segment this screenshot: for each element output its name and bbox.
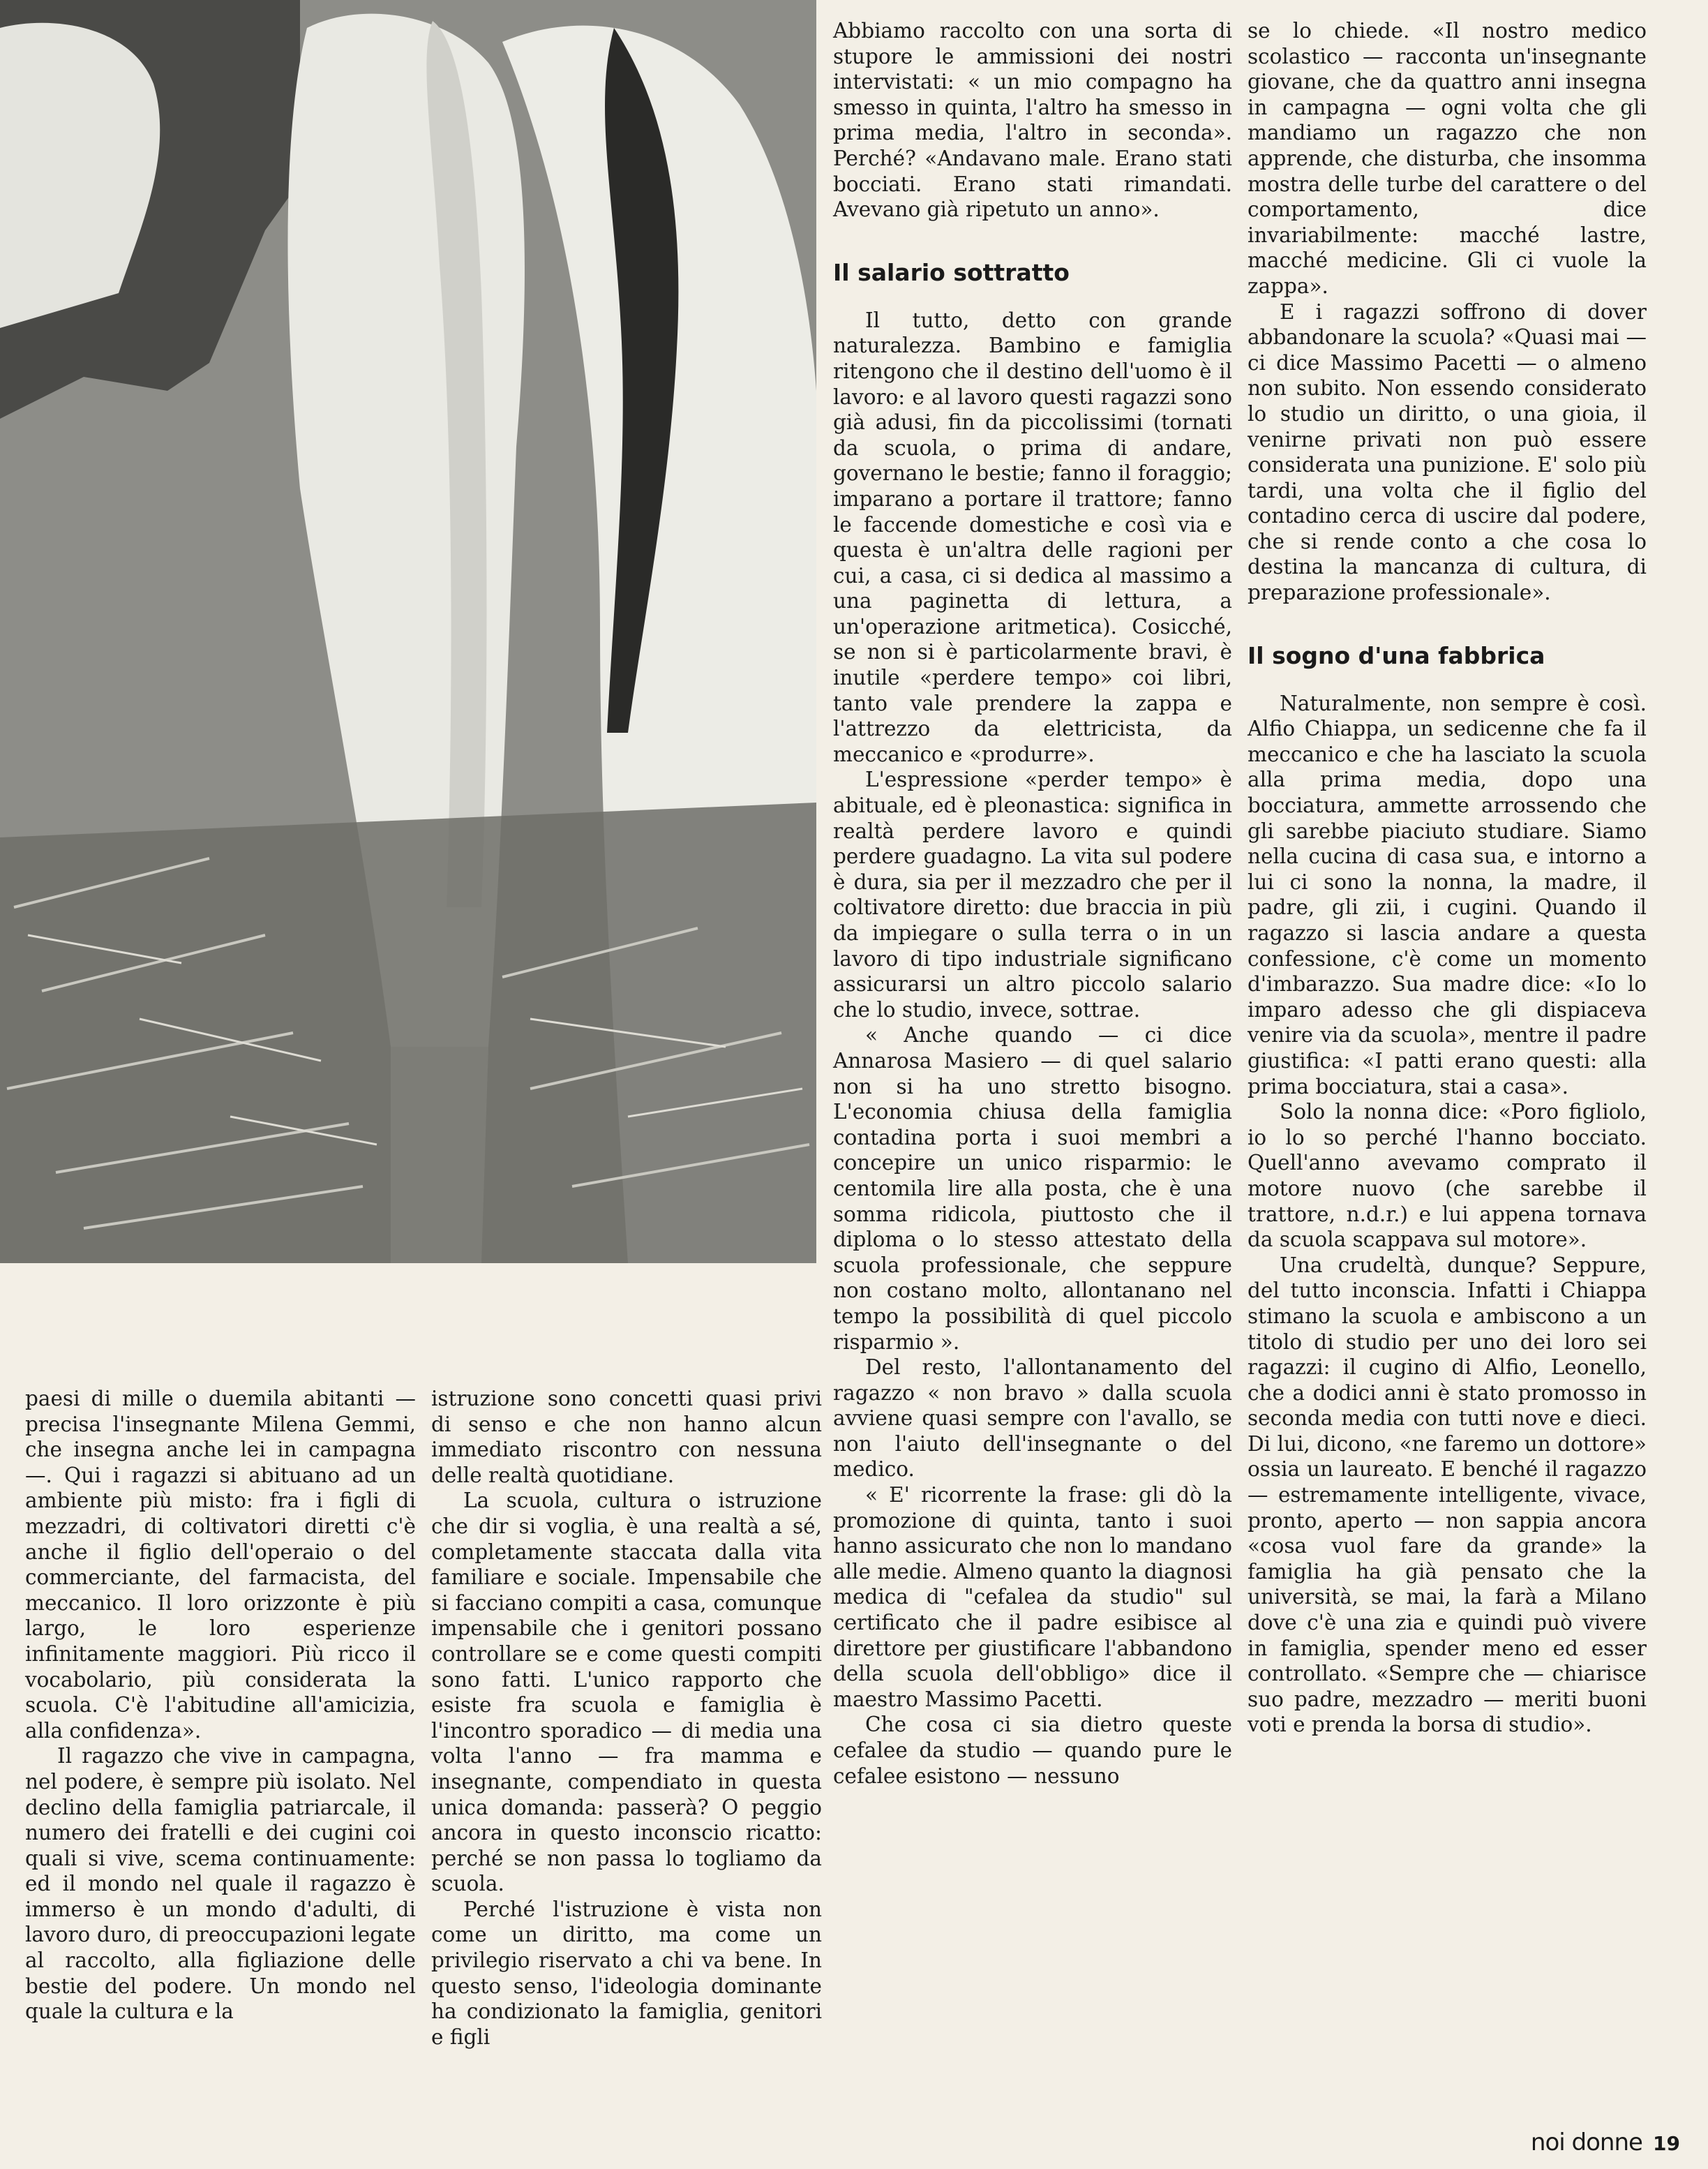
article-column-1	[25, 1386, 416, 2025]
magazine-name: noi donne	[1530, 2129, 1642, 2156]
article-paragraph: E i ragazzi soffrono di dover abbandonare la scuola? «Quasi mai — ci dice Massimo Pacetti — o almeno non subito. Non essendo considerato lo studio un diritto, o una gioia, il venirne privati non può essere considerata una punizione. E' solo più tardi, una volta che il figlio del contadino cerca di uscire dal podere, che si rende conto a che cosa lo destina la mancanza di cultura, di preparazione professionale».	[1248, 299, 1647, 605]
article-paragraph: « Anche quando — ci dice Annarosa Masiero — di quel salario non si ha uno stretto bisogno. L'economia chiusa della famiglia contadina porta i suoi membri a concepire un unico risparmio: le centomila lire alla posta, che è una somma ridicola, piuttosto che il diploma o lo stesso attestato della scuola professionale, che seppure non costano molto, allontanano nel tempo la possibilità di quel piccolo risparmio ».	[833, 1023, 1232, 1354]
article-paragraph: Del resto, l'allontanamento del ragazzo « non bravo » dalla scuola avviene quasi sempre con l'avallo, se non l'aiuto dell'insegnante o del medico.	[833, 1355, 1232, 1482]
article-paragraph: « E' ricorrente la frase: gli dò la promozione di quinta, tanto i suoi hanno assicurato che non lo mandano alle medie. Almeno quanto la diagnosi medica di "cefalea da studio" sul certificato che il padre esibisce al direttore per giustificare l'abbandono della scuola dell'obbligo» dice il maestro Massimo Pacetti.	[833, 1483, 1232, 1711]
article-paragraph: Abbiamo raccolto con una sorta di stupore le ammissioni dei nostri intervistati: « un mio compagno ha smesso in quinta, l'altro ha smesso in prima media, l'altro in seconda». Perché? «Andavano male. Erano stati bocciati. Erano stati rimandati. Avevano già ripetuto un anno».	[833, 19, 1232, 222]
article-paragraph: Una crudeltà, dunque? Seppure, del tutto inconscia. Infatti i Chiappa stimano la scuola e ambiscono a un titolo di studio per uno dei loro sei ragazzi: il cugino di Alfio, Leonello, che a dodici anni è stato promosso in seconda media con tutti nove e dieci. Di lui, dicono, «ne faremo un dottore» ossia un laureato. E benché il ragazzo — estremamente intelligente, vivace, pronto, aperto — non sappia ancora «cosa vuol fare da grande» la famiglia ha già pensato che la università, se mai, la farà a Milano dove c'è una zia e quindi può vivere in famiglia, spender meno ed esser controllato. «Sempre che — chiarisce suo padre, mezzadro — meriti buoni voti e prenda la borsa di studio».	[1248, 1253, 1647, 1737]
cattle-illustration	[0, 0, 816, 1263]
article-paragraph: Il tutto, detto con grande naturalezza. Bambino e famiglia ritengono che il destino dell'uomo è il lavoro: e al lavoro questi ragazzi sono già adusi, fin da piccolissimi (tornati da scuola, o prima di andare, governano le bestie; fanno il foraggio; imparano a portare il trattore; fanno le faccende domestiche e così via e questa è un'altra delle ragioni per cui, a casa, ci si dedica al massimo a una paginetta di lettura, a un'operazione aritmetica). Cosicché, se non si è particolarmente bravi, è inutile «perdere tempo» coi libri, tanto vale prendere la zappa e l'attrezzo da elettricista, da meccanico e «produrre».	[833, 308, 1232, 766]
article-paragraph: La scuola, cultura o istruzione che dir si voglia, è una realtà a sé, completamente staccata dalla vita familiare e sociale. Impensabile che si facciano compiti a casa, comunque impensabile che i genitori possano controllare se e come questi compiti sono fatti. L'unico rapporto che esiste fra scuola e famiglia è l'incontro sporadico — di media una volta l'anno — fra mamma e insegnante, compendiato in questa unica domanda: passerà? O peggio ancora in questo inconscio ricatto: perché se non passa lo togliamo da scuola.	[431, 1489, 822, 1896]
page-footer	[1531, 2129, 1680, 2156]
article-column-2	[431, 1386, 822, 2050]
section-heading-salario: Il salario sottratto	[833, 258, 1070, 286]
article-paragraph: Solo la nonna dice: «Poro figliolo, io lo so perché l'hanno bocciato. Quell'anno avevamo comprato il motore nuovo (che sarebbe il trattore, n.d.r.) e lui appena tornava da scuola scappava sul motore».	[1248, 1100, 1647, 1252]
article-column-3	[833, 18, 1232, 1789]
article-paragraph: se lo chiede. «Il nostro medico scolastico — racconta un'insegnante giovane, che da quattro anni insegna in campagna — ogni volta che gli mandiamo un ragazzo che non apprende, che disturba, che insomma mostra delle turbe del carattere o del comportamento, dice invariabilmente: macché lastre, macché medicine. Gli ci vuole la zappa».	[1248, 19, 1647, 298]
article-paragraph: Il ragazzo che vive in campagna, nel podere, è sempre più isolato. Nel declino della famiglia patriarcale, il numero dei fratelli e dei cugini coi quali si vive, scema continuamente: ed il mondo nel quale il ragazzo è immerso è un mondo d'adulti, di lavoro duro, di preoccupazioni legate al raccolto, alla figliazione delle bestie del podere. Un mondo nel quale la cultura e la	[25, 1744, 416, 2024]
article-paragraph: paesi di mille o duemila abitanti — precisa l'insegnante Milena Gemmi, che insegna anche lei in campagna —. Qui i ragazzi si abituano ad un ambiente più misto: fra i figli di mezzadri, di coltivatori diretti c'è anche il figlio dell'operaio o del commerciante, del farmacista, del meccanico. Il loro orizzonte è più largo, le loro esperienze infinitamente maggiori. Più ricco il vocabolario, più considerata la scuola. C'è l'abitudine all'amicizia, alla confidenza».	[25, 1387, 416, 1743]
article-paragraph: Naturalmente, non sempre è così. Alfio Chiappa, un sedicenne che fa il meccanico e che ha lasciato la scuola alla prima media, dopo una bocciatura, ammette arrossendo che gli sarebbe piaciuto studiare. Siamo nella cucina di casa sua, e intorno a lui ci sono la nonna, la madre, il padre, gli zii, i cugini. Quando il ragazzo si lascia andare a questa confessione, c'è come un momento d'imbarazzo. Sua madre dice: «Io lo imparo adesso che gli dispiaceva venire via da scuola», mentre il padre giustifica: «I patti erano questi: alla prima bocciatura, stai a casa».	[1248, 691, 1647, 1098]
section-heading-sogno: Il sogno d'una fabbrica	[1248, 641, 1545, 669]
page-number: 19	[1653, 2132, 1680, 2155]
cattle-photo	[0, 0, 816, 1263]
article-column-4	[1248, 18, 1647, 1738]
article-paragraph: istruzione sono concetti quasi privi di senso e che non hanno alcun immediato riscontro con nessuna delle realtà quotidiane.	[431, 1387, 822, 1487]
article-paragraph: Che cosa ci sia dietro queste cefalee da studio — quando pure le cefalee esistono — nessuno	[833, 1713, 1232, 1788]
article-paragraph: Perché l'istruzione è vista non come un diritto, ma come un privilegio riservato a chi va bene. In questo senso, l'ideologia dominante ha condizionato la famiglia, genitori e figli	[431, 1897, 822, 2049]
article-paragraph: L'espressione «perder tempo» è abituale, ed è pleonastica: significa in realtà perdere lavoro e quindi perdere guadagno. La vita sul podere è dura, sia per il mezzadro che per il coltivatore diretto: due braccia in più da impiegare o sulla terra o in un lavoro di tipo industriale significano assicurarsi un altro piccolo salario che lo studio, invece, sottrae.	[833, 768, 1232, 1022]
